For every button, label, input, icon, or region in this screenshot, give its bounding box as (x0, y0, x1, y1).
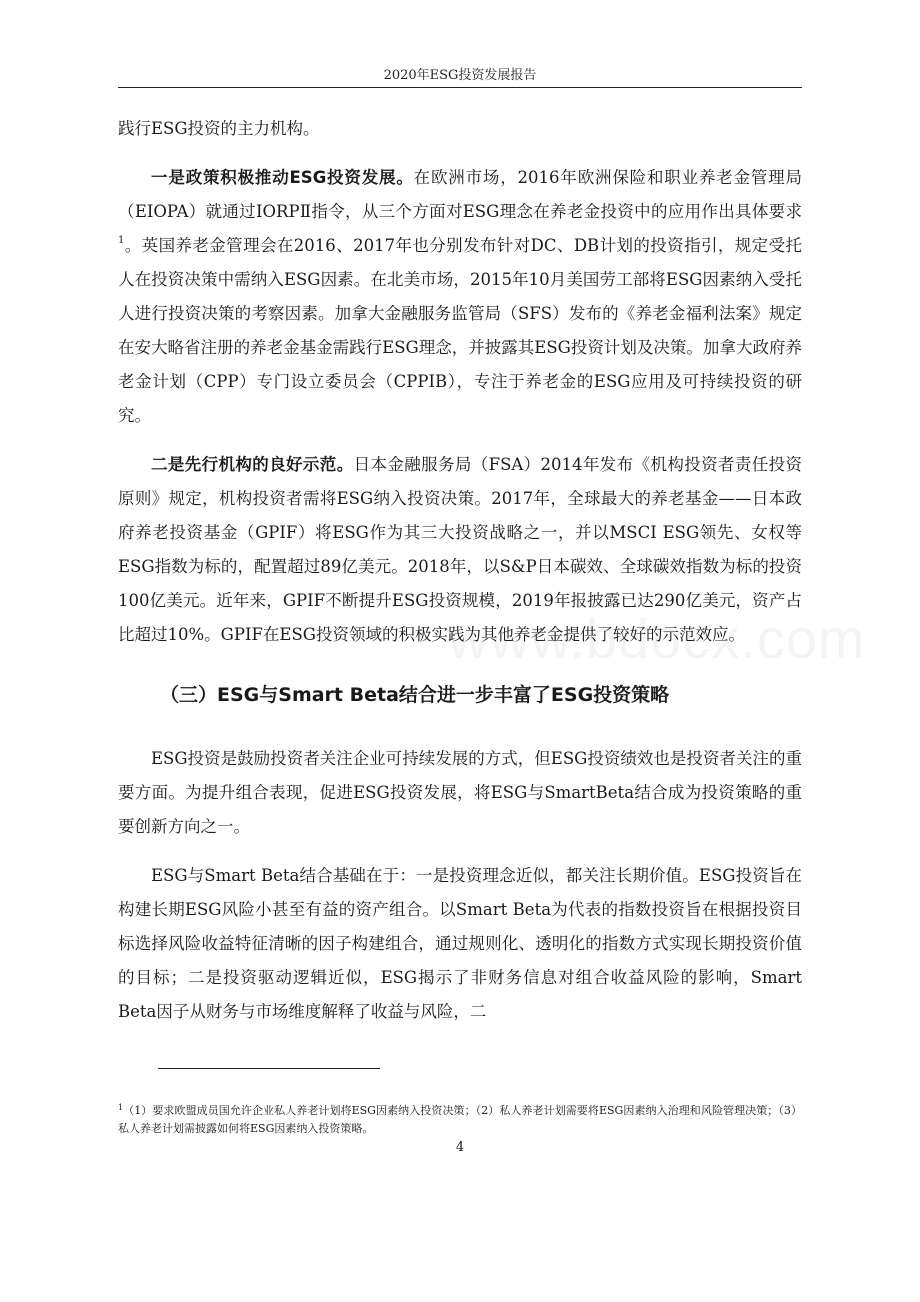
paragraph-demonstration-lead: 二是先行机构的良好示范。 (151, 455, 354, 474)
paragraph-esg-performance: ESG投资是鼓励投资者关注企业可持续发展的方式，但ESG投资绩效也是投资者关注的重要方面。为提升组合表现，促进ESG投资发展，将ESG与SmartBeta结合成为投资策略的重要创新方向之一。 (118, 749, 802, 836)
paragraph-policy (118, 161, 802, 433)
footnote (118, 1102, 802, 1138)
page-header-title: 2020年ESG投资发展报告 (383, 68, 537, 83)
header-divider (118, 87, 802, 88)
paragraph-demonstration (118, 448, 802, 652)
document-body (118, 112, 802, 1029)
footnote-text: （1）要求欧盟成员国允许企业私人养老计划将ESG因素纳入投资决策；（2）私人养老计划需要将ESG因素纳入治理和风险管理决策；（3）私人养老计划需披露如何将ESG因素纳入投资策略。 (118, 1104, 802, 1135)
paragraph-policy-text-b: 。英国养老金管理会在2016、2017年也分别发布针对DC、DB计划的投资指引，规定受托人在投资决策中需纳入ESG因素。在北美市场，2015年10月美国劳工部将ESG因素纳入受托人进行投资决策的考察因素。加拿大金融服务监管局（SFS）发布的《养老金福利法案》规定在安大略省注册的养老金基金需践行ESG理念，并披露其ESG投资计划及决策。加拿大政府养老金计划（CPP）专门设立委员会（CPPIB），专注于养老金的ESG应用及可持续投资的研究。 (118, 236, 802, 425)
paragraph-policy-lead: 一是政策积极推动ESG投资发展。 (151, 168, 414, 187)
footnote-divider (158, 1068, 380, 1069)
paragraph-smart-beta-basis: ESG与Smart Beta结合基础在于：一是投资理念近似，都关注长期价值。ESG投资旨在构建长期ESG风险小甚至有益的资产组合。以Smart Beta为代表的指数投资旨在根据投资目标选择风险收益特征清晰的因子构建组合，通过规则化、透明化的指数方式实现长期投资价值的目标；二是投资驱动逻辑近似，ESG揭示了非财务信息对组合收益风险的影响，Smart Beta因子从财务与市场维度解释了收益与风险，二 (118, 866, 802, 1021)
paragraph-policy-text-a: 在欧洲市场，2016年欧洲保险和职业养老金管理局（EIOPA）就通过IORPⅡ指令，从三个方面对ESG理念在养老金投资中的应用作出具体要求 (118, 168, 802, 221)
paragraph-demonstration-text: 日本金融服务局（FSA）2014年发布《机构投资者责任投资原则》规定，机构投资者需将ESG纳入投资决策。2017年，全球最大的养老基金——日本政府养老投资基金（GPIF）将ESG作为其三大投资战略之一，并以MSCI ESG领先、女权等ESG指数为标的，配置超过89亿美元。2018年，以S&P日本碳效、全球碳效指数为标的投资100亿美元。近年来，GPIF不断提升ESG投资规模，2019年报披露已达290亿美元，资产占比超过10%。GPIF在ESG投资领域的积极实践为其他养老金提供了较好的示范效应。 (118, 455, 802, 644)
paragraph-intro: 践行ESG投资的主力机构。 (118, 119, 320, 138)
section-heading: （三）ESG与Smart Beta结合进一步丰富了ESG投资策略 (160, 684, 670, 706)
page-number: 4 (455, 1140, 465, 1155)
footnote-marker: 1 (118, 1103, 124, 1112)
footnote-reference[interactable]: 1 (118, 235, 125, 246)
